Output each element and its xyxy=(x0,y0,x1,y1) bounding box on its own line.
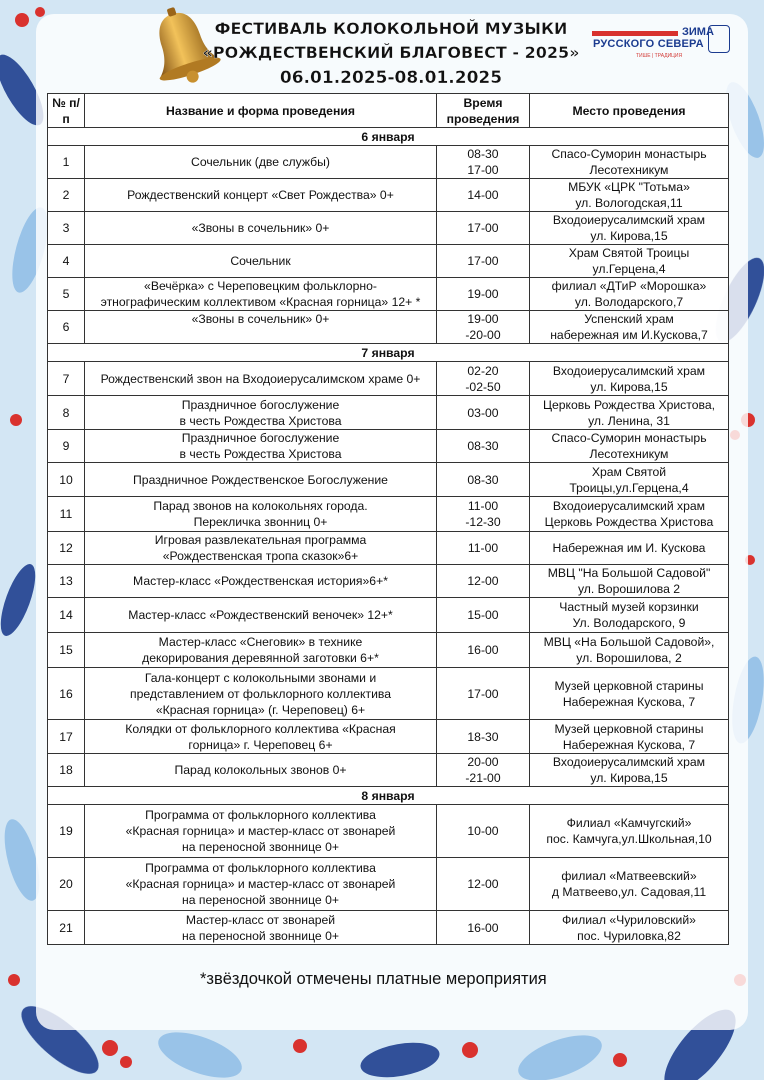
table-body xyxy=(48,128,729,945)
event-time-line: 11-00 xyxy=(467,541,499,555)
table-row xyxy=(48,463,729,497)
event-time xyxy=(437,633,530,668)
event-name-line: представлением от фольклорного коллектива xyxy=(129,686,392,701)
event-name-line: Рождественский концерт «Свет Рождества» 0+ xyxy=(127,188,394,202)
event-place-line: Спасо-Суморин монастырь xyxy=(551,431,707,445)
event-place-line: ул.Герцена,4 xyxy=(592,262,666,276)
event-place-line: Филиал «Камчугский» xyxy=(566,816,692,830)
table-row xyxy=(48,720,729,754)
row-number: 19 xyxy=(48,805,85,858)
event-name-line: Сочельник xyxy=(230,254,291,268)
event-place xyxy=(530,278,729,311)
event-place xyxy=(530,858,729,911)
col-number-header: № п/п xyxy=(48,94,85,128)
event-name xyxy=(85,146,437,179)
event-name xyxy=(85,532,437,565)
logo-line1: ЗИМА xyxy=(682,26,714,38)
event-name-line: в честь Рождества Христова xyxy=(179,413,342,428)
row-number: 9 xyxy=(48,430,85,463)
event-time-line: 14-00 xyxy=(467,188,499,202)
table-row xyxy=(48,430,729,463)
table-row xyxy=(48,532,729,565)
festival-dates: 06.01.2025-08.01.2025 xyxy=(279,68,503,88)
day-section-label: 8 января xyxy=(48,787,729,805)
event-time xyxy=(437,720,530,754)
row-number: 4 xyxy=(48,245,85,278)
table-row xyxy=(48,805,729,858)
row-number: 12 xyxy=(48,532,85,565)
event-place xyxy=(530,565,729,598)
event-place xyxy=(530,633,729,668)
table-row xyxy=(48,858,729,911)
event-place-line: Филиал «Чуриловский» xyxy=(562,912,696,927)
event-name-line: Праздничное богослужение xyxy=(181,431,340,445)
event-time-line: 08-30 xyxy=(467,472,499,487)
table-row xyxy=(48,633,729,668)
event-place-line: Музей церковной старины xyxy=(554,721,704,736)
event-name-line: «Красная горница» (г. Череповец) 6+ xyxy=(155,702,366,717)
event-place-line: ул. Кирова,15 xyxy=(590,229,668,243)
event-place-line: Церковь Рождества Христова xyxy=(544,515,714,529)
event-place-line: Храм Святой xyxy=(591,464,667,479)
event-place-line: ул. Кирова,15 xyxy=(590,771,668,785)
event-name xyxy=(85,720,437,754)
event-place xyxy=(530,668,729,720)
event-name xyxy=(85,858,437,911)
event-name-line: «Вечёрка» с Череповецким фольклорно- xyxy=(144,279,377,293)
table-row xyxy=(48,311,729,344)
event-place-line: МБУК «ЦРК "Тотьма» xyxy=(568,180,690,194)
row-number: 1 xyxy=(48,146,85,179)
event-name xyxy=(85,911,437,945)
event-name-line: Праздничное Рождественское Богослужение xyxy=(133,472,388,487)
row-number: 5 xyxy=(48,278,85,311)
table-row xyxy=(48,565,729,598)
event-place-line: Набережная им И. Кускова xyxy=(552,541,706,555)
event-place-line: Успенский храм xyxy=(584,312,674,326)
schedule-table xyxy=(47,93,729,945)
table-row xyxy=(48,146,729,179)
event-time xyxy=(437,668,530,720)
row-number: 21 xyxy=(48,911,85,945)
event-place-line: Входоиерусалимский храм xyxy=(552,499,706,513)
table-row xyxy=(48,245,729,278)
event-time-line: 03-00 xyxy=(467,405,499,420)
row-number: 13 xyxy=(48,565,85,598)
row-number: 14 xyxy=(48,598,85,633)
event-name xyxy=(85,754,437,787)
col-time-header: Время проведения xyxy=(437,94,530,128)
event-place-line: Ул. Володарского, 9 xyxy=(572,616,686,630)
event-name-line: Программа от фольклорного коллектива xyxy=(145,808,376,822)
event-time-line: 08-30 xyxy=(467,439,499,453)
day-section-row xyxy=(48,344,729,362)
event-time xyxy=(437,362,530,396)
paid-events-footnote: *звёздочкой отмечены платные мероприятия xyxy=(200,970,547,988)
event-name-line: в честь Рождества Христова xyxy=(179,447,342,461)
event-place-line: Спасо-Суморин монастырь xyxy=(551,147,707,161)
table-row xyxy=(48,212,729,245)
logo-line3: ТИШЕ | ТРАДИЦИЯ xyxy=(636,53,683,59)
event-name-line: декорирования деревянной заготовки 6+* xyxy=(142,651,379,665)
event-place xyxy=(530,212,729,245)
event-time xyxy=(437,598,530,633)
event-place-line: филиал «Матвеевский» xyxy=(561,869,697,883)
event-time-line: 11-00 xyxy=(467,499,499,513)
event-name-line: Гала-концерт с колокольными звонами и xyxy=(144,670,377,685)
col-place-header: Место проведения xyxy=(530,94,729,128)
event-name-line: Мастер-класс от звонарей xyxy=(185,912,336,927)
event-place-line: пос. Чуриловка,82 xyxy=(577,928,681,943)
event-name-line: Рождественский звон на Входоиерусалимском храме 0+ xyxy=(100,371,421,386)
row-number: 10 xyxy=(48,463,85,497)
event-place-line: Набережная Кускова, 7 xyxy=(562,694,696,709)
seal-icon xyxy=(708,25,730,53)
event-time-line: 20-00 xyxy=(467,755,499,769)
event-name-line: горница» г. Череповец 6+ xyxy=(188,737,333,752)
event-place-line: Входоиерусалимский храм xyxy=(552,363,706,378)
event-name xyxy=(85,245,437,278)
event-name xyxy=(85,430,437,463)
table-row xyxy=(48,278,729,311)
event-place xyxy=(530,396,729,430)
event-place-line: МВЦ «На Большой Садовой», xyxy=(543,635,715,649)
event-place-line: Входоиерусалимский храм xyxy=(552,755,706,769)
event-time-line: 17-00 xyxy=(467,686,499,701)
event-place xyxy=(530,497,729,532)
event-time-line: -20-00 xyxy=(465,328,501,342)
event-place-line: набережная им И.Кускова,7 xyxy=(550,328,708,342)
event-place-line: Лесотехникум xyxy=(589,447,669,461)
table-header-row xyxy=(48,94,729,128)
event-time-line: 12-00 xyxy=(467,877,499,891)
event-name xyxy=(85,633,437,668)
event-name-line: на переносной звоннице 0+ xyxy=(181,928,339,943)
table-row xyxy=(48,179,729,212)
event-place-line: д Матвеево,ул. Садовая,11 xyxy=(551,885,707,899)
event-name-line: «Красная горница» и мастер-класс от звонарей xyxy=(125,824,396,838)
row-number: 2 xyxy=(48,179,85,212)
table-row xyxy=(48,497,729,532)
event-name xyxy=(85,396,437,430)
event-place xyxy=(530,720,729,754)
event-time xyxy=(437,179,530,212)
event-name xyxy=(85,565,437,598)
event-name-line: Мастер-класс «Рождественская история»6+* xyxy=(133,574,388,588)
event-name-line: Игровая развлекательная программа xyxy=(154,533,367,547)
day-section-row xyxy=(48,787,729,805)
table-row xyxy=(48,362,729,396)
festival-title: ФЕСТИВАЛЬ КОЛОКОЛЬНОЙ МУЗЫКИ xyxy=(214,19,568,38)
event-name-line: на переносной звоннице 0+ xyxy=(181,893,339,907)
event-time xyxy=(437,532,530,565)
row-number: 15 xyxy=(48,633,85,668)
event-name xyxy=(85,497,437,532)
event-place xyxy=(530,430,729,463)
event-name-line: «Красная горница» и мастер-класс от звонарей xyxy=(125,877,396,891)
row-number: 17 xyxy=(48,720,85,754)
event-name-line: «Рождественская тропа сказок»6+ xyxy=(162,549,359,563)
event-name-line: Программа от фольклорного коллектива xyxy=(145,861,376,875)
event-place-line: Входоиерусалимский храм xyxy=(552,213,706,227)
event-name xyxy=(85,278,437,311)
table-row xyxy=(48,911,729,945)
event-place-line: Лесотехникум xyxy=(589,163,669,177)
event-time-line: 10-00 xyxy=(467,824,499,838)
event-time-line: 17-00 xyxy=(467,163,499,177)
event-place-line: филиал «ДТиР «Морошка» xyxy=(551,279,707,293)
row-number: 6 xyxy=(48,311,85,344)
event-name-line xyxy=(88,327,433,343)
event-time-line: -21-00 xyxy=(465,771,501,785)
event-time xyxy=(437,212,530,245)
row-number: 3 xyxy=(48,212,85,245)
event-place xyxy=(530,179,729,212)
event-time xyxy=(437,463,530,497)
event-name-line: Сочельник (две службы) xyxy=(191,155,330,169)
event-name-line: Парад колокольных звонов 0+ xyxy=(174,763,347,777)
event-time xyxy=(437,430,530,463)
event-name xyxy=(85,362,437,396)
event-place-line: Троицы,ул.Герцена,4 xyxy=(569,480,689,495)
event-place xyxy=(530,532,729,565)
row-number: 8 xyxy=(48,396,85,430)
row-number: 20 xyxy=(48,858,85,911)
day-section-row xyxy=(48,128,729,146)
event-place-line: ул. Кирова,15 xyxy=(590,379,668,394)
event-time-line: 15-00 xyxy=(467,608,499,622)
event-name-line: «Звоны в сочельник» 0+ xyxy=(191,221,330,235)
event-time-line: 16-00 xyxy=(467,643,499,657)
event-place-line: Музей церковной старины xyxy=(554,678,704,693)
table-row xyxy=(48,598,729,633)
event-time xyxy=(437,805,530,858)
event-time xyxy=(437,146,530,179)
event-place-line: ул. Вологодская,11 xyxy=(575,196,683,210)
table-row xyxy=(48,754,729,787)
event-place xyxy=(530,245,729,278)
event-name-line: Колядки от фольклорного коллектива «Красная xyxy=(125,721,396,736)
event-name-line: на переносной звоннице 0+ xyxy=(181,840,339,854)
day-section-label: 6 января xyxy=(48,128,729,146)
event-place xyxy=(530,311,729,344)
event-place xyxy=(530,598,729,633)
event-time xyxy=(437,911,530,945)
event-time-line: 17-00 xyxy=(467,254,499,268)
event-time xyxy=(437,245,530,278)
table-row xyxy=(48,396,729,430)
event-time-line: -02-50 xyxy=(465,379,501,394)
logo-line2: РУССКОГО СЕВЕРА xyxy=(593,38,704,50)
logo-stripe xyxy=(592,31,678,36)
event-name-line: Мастер-класс «Снеговик» в технике xyxy=(158,635,363,649)
event-name-line: Праздничное богослужение xyxy=(181,397,340,412)
event-place-line: ул. Володарского,7 xyxy=(574,295,684,309)
event-place-line: ул. Ленина, 31 xyxy=(588,413,670,428)
table-row xyxy=(48,668,729,720)
event-name-line: Парад звонов на колокольнях города. xyxy=(153,499,368,513)
event-time xyxy=(437,497,530,532)
event-time-line: 12-00 xyxy=(467,574,499,588)
event-place xyxy=(530,754,729,787)
event-time xyxy=(437,311,530,344)
event-place-line: Частный музей корзинки xyxy=(559,600,699,614)
event-name xyxy=(85,668,437,720)
event-time xyxy=(437,565,530,598)
event-place-line: МВЦ "На Большой Садовой" xyxy=(547,566,711,580)
event-place xyxy=(530,805,729,858)
event-place-line: Церковь Рождества Христова, xyxy=(542,397,716,412)
event-name-line: Мастер-класс «Рождественский веночек» 12+* xyxy=(128,608,393,622)
day-section-label: 7 января xyxy=(48,344,729,362)
event-time-line: 19-00 xyxy=(467,312,499,326)
event-name xyxy=(85,598,437,633)
event-time-line: -12-30 xyxy=(465,515,501,529)
winter-north-logo xyxy=(592,18,732,60)
event-time xyxy=(437,858,530,911)
event-time-line: 02-20 xyxy=(467,363,499,378)
event-place-line: Храм Святой Троицы xyxy=(568,246,690,260)
event-name-line: «Звоны в сочельник» 0+ xyxy=(191,312,330,326)
event-place xyxy=(530,463,729,497)
row-number: 18 xyxy=(48,754,85,787)
event-place-line: ул. Ворошилова, 2 xyxy=(576,651,682,665)
event-name xyxy=(85,311,437,344)
event-name xyxy=(85,805,437,858)
col-name-header: Название и форма проведения xyxy=(85,94,437,128)
row-number: 7 xyxy=(48,362,85,396)
event-time xyxy=(437,278,530,311)
event-place-line: ул. Ворошилова 2 xyxy=(577,582,681,596)
event-name xyxy=(85,463,437,497)
event-time-line: 19-00 xyxy=(467,287,499,301)
event-time-line: 17-00 xyxy=(467,221,499,235)
event-time-line: 18-30 xyxy=(467,729,499,744)
event-place-line: Набережная Кускова, 7 xyxy=(562,737,696,752)
event-place-line: пос. Камчуга,ул.Школьная,10 xyxy=(546,832,712,846)
row-number: 11 xyxy=(48,497,85,532)
event-place xyxy=(530,146,729,179)
event-name-line: Перекличка звонниц 0+ xyxy=(193,515,328,529)
event-place xyxy=(530,911,729,945)
festival-name: «РОЖДЕСТВЕНСКИЙ БЛАГОВЕСТ - 2025» xyxy=(202,43,580,62)
event-place xyxy=(530,362,729,396)
event-name xyxy=(85,212,437,245)
event-time xyxy=(437,396,530,430)
row-number: 16 xyxy=(48,668,85,720)
event-time-line: 08-30 xyxy=(467,147,499,161)
event-name-line: этнографическим коллективом «Красная горница» 12+ * xyxy=(100,295,421,309)
event-time-line: 16-00 xyxy=(467,920,499,935)
event-time xyxy=(437,754,530,787)
event-name xyxy=(85,179,437,212)
